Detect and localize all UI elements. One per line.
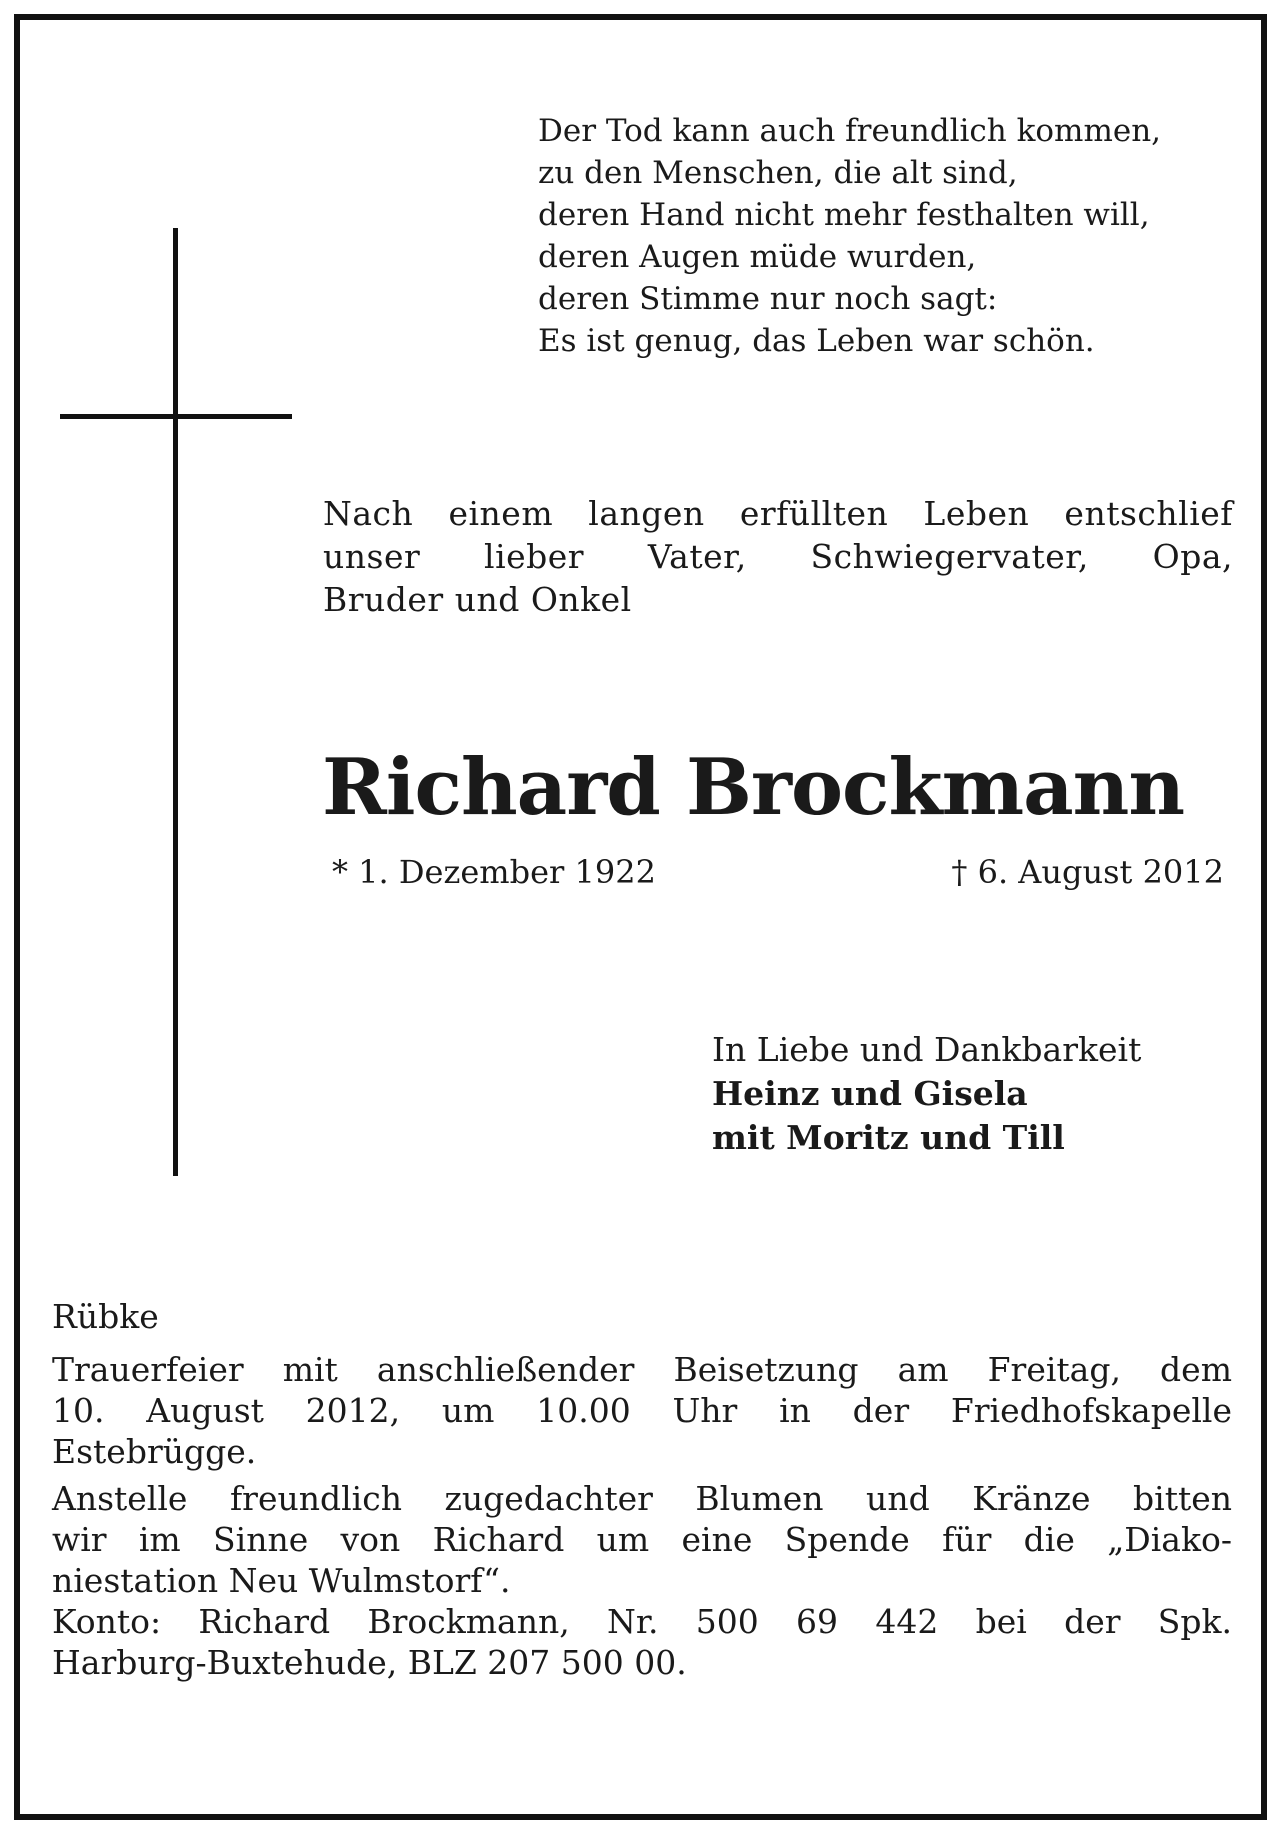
account-line: Konto: Richard Brockmann, Nr. 500 69 442 bei der Spk. (52, 1602, 1232, 1641)
poem (538, 110, 1238, 362)
poem-line: deren Hand nicht mehr festhalten will, (538, 197, 1150, 233)
ceremony-line: Trauerfeier mit anschließender Beisetzung am Freitag, dem (52, 1350, 1232, 1389)
intro-text (323, 492, 1233, 621)
ceremony-line: Estebrügge. (52, 1432, 257, 1471)
ceremony-line: 10. August 2012, um 10.00 Uhr in der Friedhofskapelle (52, 1391, 1232, 1430)
donation-line: niestation Neu Wulmstorf“. (52, 1561, 511, 1600)
poem-line: Der Tod kann auch freundlich kommen, (538, 113, 1162, 149)
donation-line: wir im Sinne von Richard um eine Spende für die „Diako- (52, 1520, 1232, 1559)
family-names: mit Moritz und Till (712, 1118, 1065, 1157)
cross-horizontal-bar (60, 414, 292, 419)
poem-line: deren Stimme nur noch sagt: (538, 281, 998, 317)
thanks-line: In Liebe und Dankbarkeit (712, 1030, 1142, 1069)
cross-vertical-bar (173, 228, 178, 1176)
footer-notes (52, 1296, 1232, 1683)
family-names: Heinz und Gisela (712, 1074, 1028, 1113)
birth-date: * 1. Dezember 1922 (332, 853, 656, 891)
mourners-block (712, 1028, 1141, 1160)
place-name: Rübke (52, 1297, 159, 1336)
intro-line: Nach einem langen erfüllten Leben entschlief (323, 494, 1233, 533)
poem-line: Es ist genug, das Leben war schön. (538, 323, 1095, 359)
account-line: Harburg-Buxtehude, BLZ 207 500 00. (52, 1643, 687, 1682)
poem-line: zu den Menschen, die alt sind, (538, 155, 1018, 191)
deceased-name: Richard Brockmann (322, 742, 1185, 833)
death-date: † 6. August 2012 (951, 853, 1224, 891)
intro-line: unser lieber Vater, Schwiegervater, Opa, (323, 537, 1233, 576)
poem-line: deren Augen müde wurden, (538, 239, 977, 275)
intro-line: Bruder und Onkel (323, 580, 632, 619)
donation-line: Anstelle freundlich zugedachter Blumen und Kränze bitten (52, 1479, 1232, 1518)
